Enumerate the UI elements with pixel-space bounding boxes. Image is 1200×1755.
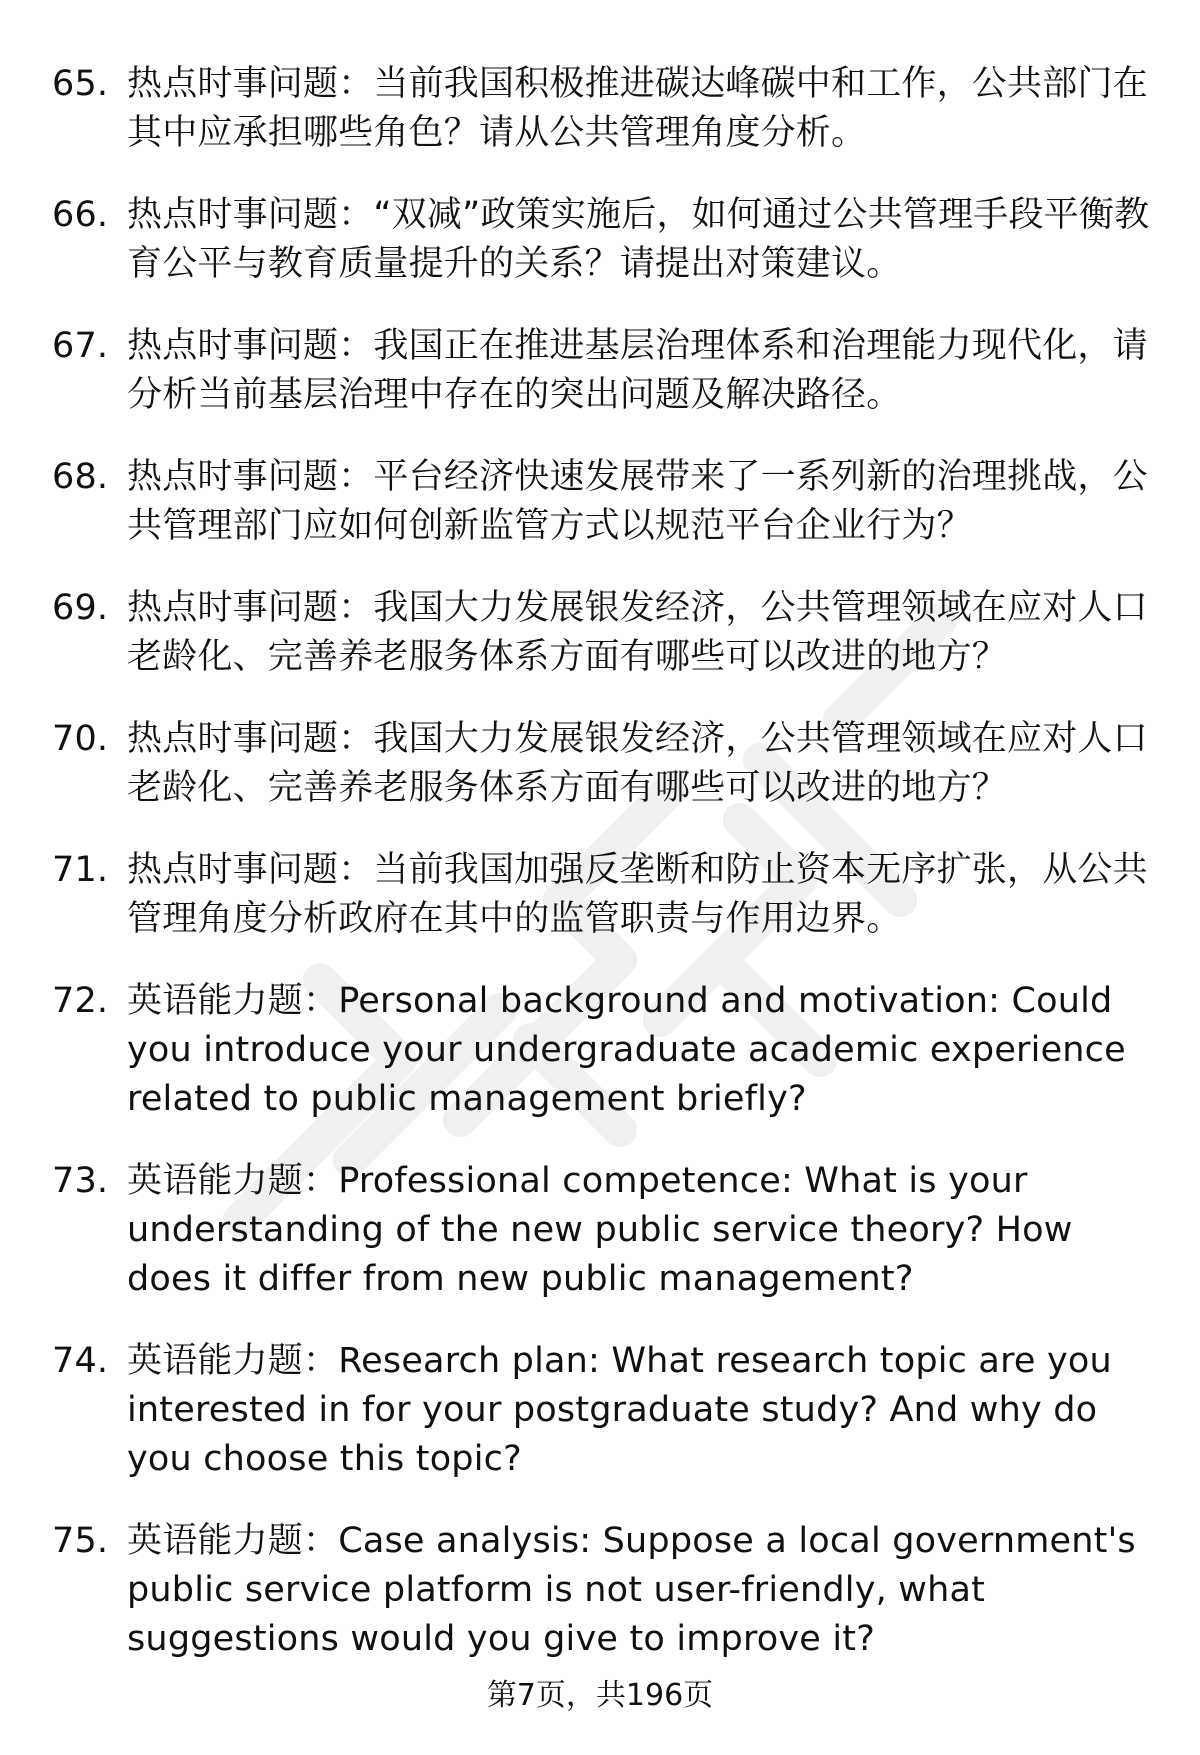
question-text: 热点时事问题：当前我国积极推进碳达峰碳中和工作，公共部门在其中应承担哪些角色？请从公共管理角度分析。 bbox=[127, 64, 1148, 153]
question-item bbox=[0, 453, 1200, 551]
question-item bbox=[0, 715, 1200, 813]
question-number: 74. bbox=[52, 1341, 109, 1381]
question-list bbox=[0, 60, 1200, 1697]
page-footer: 第7页，共196页 bbox=[486, 1678, 714, 1713]
question-number: 73. bbox=[52, 1161, 109, 1201]
question-text: 热点时事问题：当前我国加强反垄断和防止资本无序扩张，从公共管理角度分析政府在其中的监管职责与作用边界。 bbox=[127, 850, 1148, 939]
question-text: 热点时事问题：我国大力发展银发经济，公共管理领域在应对人口老龄化、完善养老服务体系方面有哪些可以改进的地方？ bbox=[127, 719, 1148, 808]
question-text: 热点时事问题：“双减”政策实施后，如何通过公共管理手段平衡教育公平与教育质量提升的关系？请提出对策建议。 bbox=[127, 195, 1150, 284]
question-text: 英语能力题：Case analysis: Suppose a local government's public service platform is not user-friendly, what suggestions would you give to improve it? bbox=[127, 1521, 1136, 1659]
question-text: 热点时事问题：平台经济快速发展带来了一系列新的治理挑战，公共管理部门应如何创新监管方式以规范平台企业行为？ bbox=[127, 457, 1148, 546]
question-number: 68. bbox=[52, 457, 109, 497]
question-number: 71. bbox=[52, 850, 109, 890]
question-number: 67. bbox=[52, 326, 109, 366]
question-item bbox=[0, 322, 1200, 420]
question-text: 热点时事问题：我国大力发展银发经济，公共管理领域在应对人口老龄化、完善养老服务体系方面有哪些可以改进的地方？ bbox=[127, 588, 1148, 677]
question-text: 英语能力题：Personal background and motivation: Could you introduce your undergraduate academic experience related to public management briefly? bbox=[127, 981, 1126, 1119]
question-number: 65. bbox=[52, 64, 109, 104]
question-item bbox=[0, 584, 1200, 682]
question-item bbox=[0, 977, 1200, 1124]
question-number: 66. bbox=[52, 195, 109, 235]
question-text: 热点时事问题：我国正在推进基层治理体系和治理能力现代化，请分析当前基层治理中存在的突出问题及解决路径。 bbox=[127, 326, 1148, 415]
question-number: 72. bbox=[52, 981, 109, 1021]
question-number: 75. bbox=[52, 1521, 109, 1561]
question-item bbox=[0, 1337, 1200, 1484]
question-number: 69. bbox=[52, 588, 109, 628]
question-item bbox=[0, 60, 1200, 158]
question-item bbox=[0, 1517, 1200, 1664]
question-item bbox=[0, 1157, 1200, 1304]
question-item bbox=[0, 846, 1200, 944]
question-text: 英语能力题：Research plan: What research topic are you interested in for your postgraduate study? And why do you choose this topic? bbox=[127, 1341, 1112, 1479]
question-item bbox=[0, 191, 1200, 289]
question-number: 70. bbox=[52, 719, 109, 759]
question-text: 英语能力题：Professional competence: What is your understanding of the new public service theory? How does it differ from new public management? bbox=[127, 1161, 1073, 1299]
